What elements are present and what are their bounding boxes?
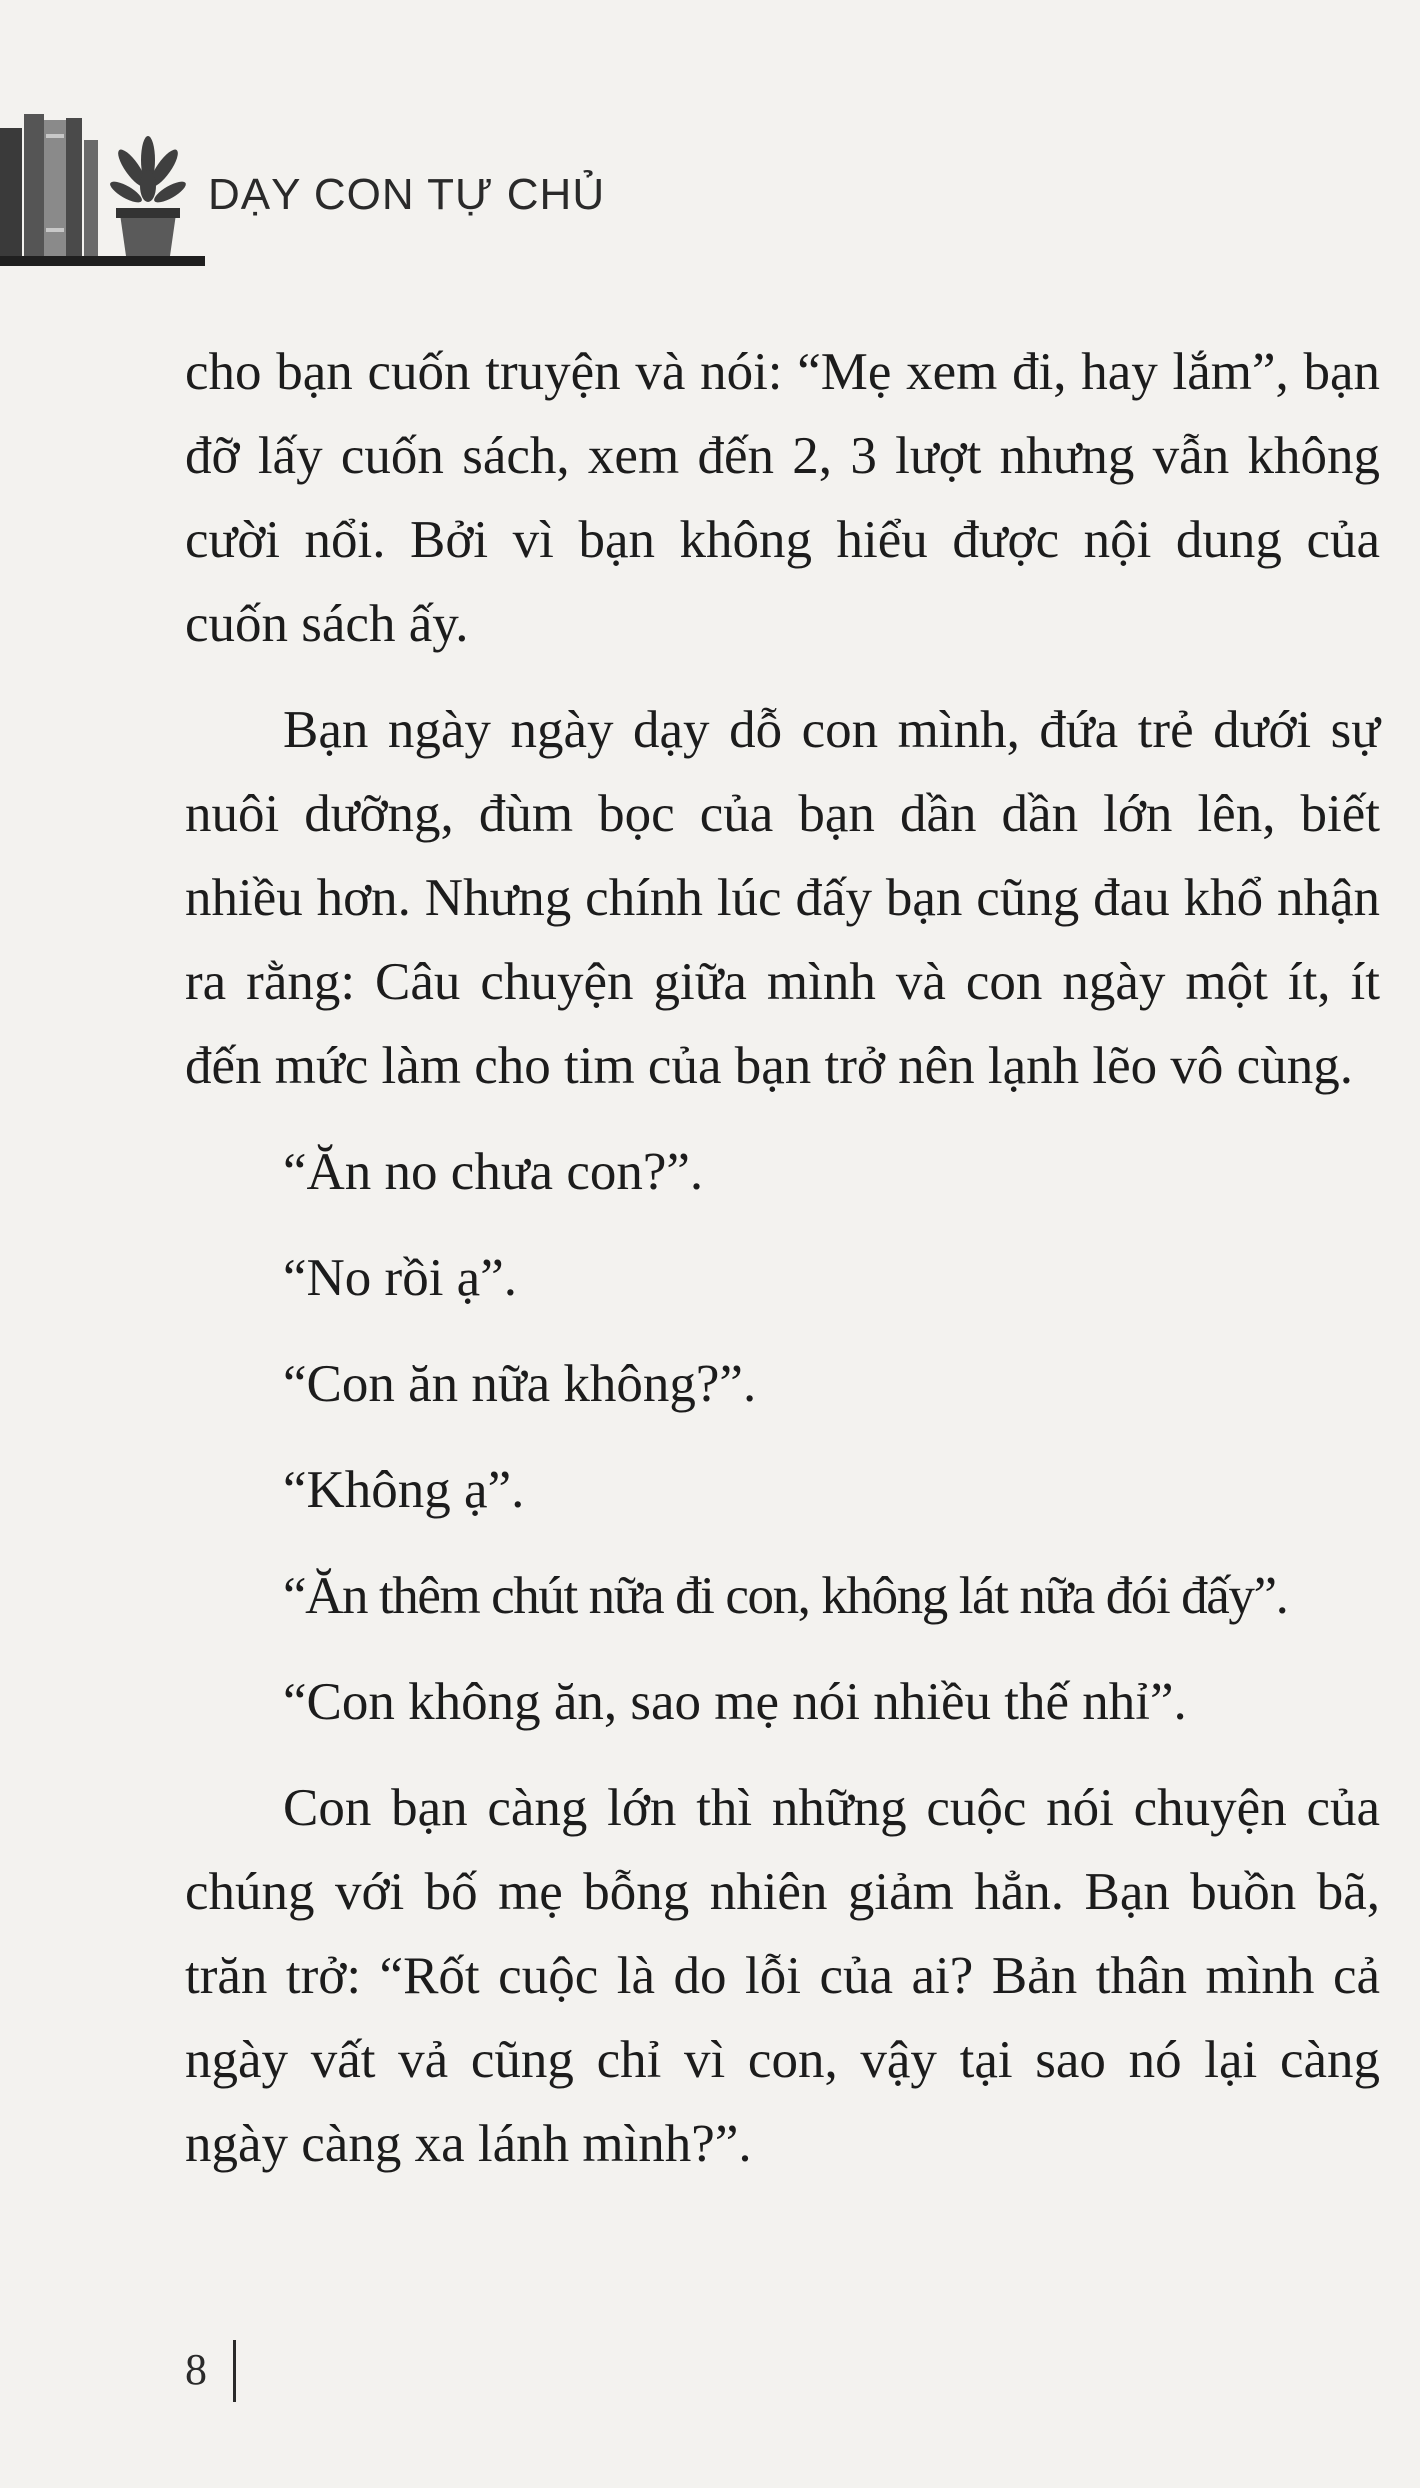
dialogue-line: “Không ạ”. (283, 1461, 525, 1519)
dialogue-line: “Ăn thêm chút nữa đi con, không lát nữa đói đấy”. (283, 1567, 1288, 1625)
dialogue-line: “No rồi ạ”. (283, 1249, 517, 1307)
folio-divider (233, 2340, 236, 2402)
dialogue-line: “Ăn no chưa con?”. (283, 1143, 704, 1201)
dialogue-line: “Con không ăn, sao mẹ nói nhiều thế nhỉ”. (283, 1673, 1187, 1731)
page-number: 8 (185, 2345, 207, 2394)
paragraph: Bạn ngày ngày dạy dỗ con mình, đứa trẻ dưới sự nuôi dưỡng, đùm bọc của bạn dần dần lớn lên, biết nhiều hơn. Nhưng chính lúc đấy bạn cũng đau khổ nhận ra rằng: Câu chuyện giữa mình và con ngày một ít, ít đến mức làm cho tim của bạn trở nên lạnh lẽo vô cùng. (185, 701, 1380, 1095)
page-header (0, 110, 1420, 270)
paragraph-continued: cho bạn cuốn truyện và nói: “Mẹ xem đi, hay lắm”, bạn đỡ lấy cuốn sách, xem đến 2, 3 lượt nhưng vẫn không cười nổi. Bởi vì bạn không hiểu được nội dung của cuốn sách ấy. (185, 343, 1380, 653)
dialogue-line: “Con ăn nữa không?”. (283, 1355, 757, 1413)
bookshelf-with-plant-icon (0, 110, 205, 270)
page-footer (185, 2330, 207, 2410)
paragraph: Con bạn càng lớn thì những cuộc nói chuyện của chúng với bố mẹ bỗng nhiên giảm hẳn. Bạn buồn bã, trăn trở: “Rốt cuộc là do lỗi của ai? Bản thân mình cả ngày vất vả cũng chỉ vì con, vậy tại sao nó lại càng ngày càng xa lánh mình?”. (185, 1779, 1380, 2173)
running-head: DẠY CON TỰ CHỦ (208, 170, 606, 219)
body-text (185, 330, 1380, 2186)
